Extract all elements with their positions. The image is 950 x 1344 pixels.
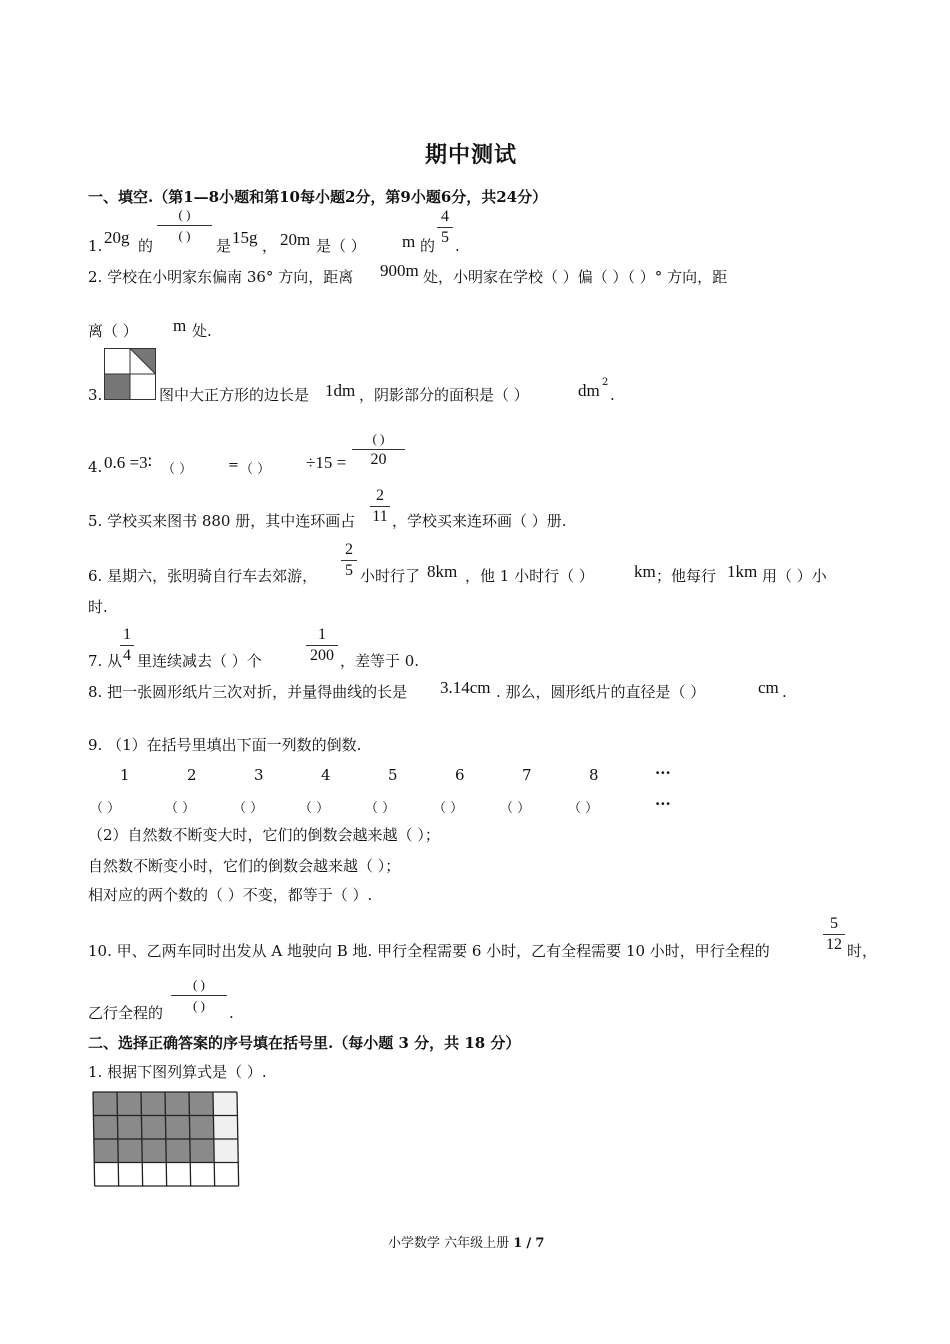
q6-frac-den: 5: [345, 562, 353, 579]
q6-line2: 时.: [88, 598, 108, 616]
q9-number: 1: [120, 766, 130, 784]
q9-number: 2: [187, 766, 197, 784]
q10-fraction: [823, 915, 845, 954]
q9-answer-paren: （ ）: [433, 801, 464, 816]
q1-de: 的: [138, 237, 154, 255]
q8-text-b: . 那么，圆形纸片的直径是（ ）: [496, 683, 706, 701]
q10-frac-num: 5: [823, 915, 845, 935]
q1-end: .: [455, 237, 460, 255]
q6-text-a: 6. 星期六，张明骑自行车去郊游，: [88, 567, 318, 585]
q4-frac-num: ( ): [352, 430, 405, 450]
q4-expr-a: 0.6 =3∶: [104, 453, 153, 472]
q3-square-figure: [104, 348, 156, 400]
q3-unit: dm: [578, 381, 600, 400]
q1-m: m: [402, 232, 416, 251]
q4-fraction: [352, 430, 405, 469]
q9-answer-paren: （ ）: [165, 801, 196, 816]
q6-text-e: 用（ ）小: [762, 567, 827, 585]
q9-answer-paren: （ ）: [568, 801, 599, 816]
q7-frac-den: 4: [123, 647, 131, 664]
q3-side: 1dm: [325, 381, 356, 400]
q9-sub3: 自然数不断变小时，它们的倒数会越来越（ ）；: [88, 857, 401, 875]
q2-line2-a: 离（ ）: [88, 322, 138, 340]
q9-sub4: 相对应的两个数的（ ）不变，都等于（ ）.: [88, 886, 373, 904]
q9-answer-paren: （ ）: [299, 801, 330, 816]
q6-fraction: [341, 541, 357, 580]
q9-number: 7: [522, 766, 532, 784]
q8-len: 3.14cm: [440, 678, 491, 697]
q4-p2: （ ）: [240, 462, 271, 477]
q6-text-b: 小时行了: [360, 567, 421, 585]
section1-header: 一、填空.（第1—8小题和第10每小题2分，第9小题6分，共24分）: [88, 188, 548, 206]
q6-d: 8km: [427, 562, 458, 581]
q6-frac-num: 2: [341, 541, 357, 561]
q1-shi: 是: [216, 237, 232, 255]
footer-sep: /: [526, 1236, 532, 1251]
footer-total: 7: [535, 1236, 545, 1251]
q1-de2: 的: [420, 237, 436, 255]
q3-sup: 2: [602, 377, 609, 388]
q9-dots: ···: [655, 795, 671, 813]
q10-text-b: 时，: [847, 942, 878, 960]
q4-num: 4.: [88, 458, 103, 476]
q1-b: 15g: [232, 228, 258, 247]
q9-number: 4: [321, 766, 331, 784]
q7-frac2-num: 1: [306, 626, 338, 646]
q9-sub2: （2）自然数不断变大时，它们的倒数会越来越（ ）；: [88, 826, 440, 844]
page-title: 期中测试: [425, 142, 518, 168]
q9-sub1: 9. （1）在括号里填出下面一列数的倒数.: [88, 736, 362, 754]
q10-end: .: [229, 1004, 234, 1022]
q2-m: m: [173, 316, 187, 335]
q1-fraction2: [437, 208, 453, 247]
q7-text-a: 里连续减去（ ）个: [137, 652, 262, 670]
q1-shi2: 是（ ）: [316, 237, 366, 255]
q1-a: 20g: [104, 228, 130, 247]
s2-q1: 1. 根据下图列算式是（ ）.: [88, 1063, 267, 1081]
q5-frac-den: 11: [372, 508, 388, 525]
q9-answer-paren: （ ）: [365, 801, 396, 816]
q7-frac-num: 1: [120, 626, 134, 646]
q7-fraction2: [306, 626, 338, 665]
q1-c: 20m: [280, 230, 311, 249]
footer: [388, 1232, 544, 1251]
section2-header: 二、选择正确答案的序号填在括号里.（每小题 3 分，共 18 分）: [88, 1034, 521, 1052]
q10-frac2-num: ( ): [171, 976, 227, 996]
q9-answer-paren: （ ）: [233, 801, 264, 816]
q7-num: 7. 从: [88, 652, 123, 670]
q5-text-a: 5. 学校买来图书 880 册，其中连环画占: [88, 512, 356, 530]
q10-frac-den: 12: [826, 936, 842, 953]
q1-frac2-den: 5: [441, 229, 449, 246]
q1-num: 1.: [88, 237, 103, 255]
q1-frac2-num: 4: [437, 208, 453, 228]
q4-frac-den: 20: [370, 451, 387, 468]
grid-figure: [90, 1090, 240, 1192]
q7-text-b: ，差等于 0.: [340, 652, 420, 670]
q2-line1-b: 处，小明家在学校（ ）偏（ ）（ ）° 方向，距: [423, 268, 728, 286]
q3-end: .: [610, 386, 615, 404]
q5-text-b: ，学校买来连环画（ ）册.: [392, 512, 567, 530]
q10-frac2-den: ( ): [193, 998, 205, 1013]
q9-number: 8: [589, 766, 599, 784]
q9-answer-paren: （ ）: [500, 801, 531, 816]
footer-page: 1: [513, 1236, 523, 1251]
q1-fraction: [157, 206, 212, 245]
q4-p1: （ ）: [162, 462, 193, 477]
q10-line2: 乙行全程的: [88, 1004, 164, 1022]
q10-fraction2: [171, 976, 227, 1015]
q2-line2-b: 处.: [192, 322, 212, 340]
q8-end: .: [782, 683, 787, 701]
q7-fraction: [120, 626, 134, 665]
q5-fraction: [370, 487, 390, 526]
q3-text-b: ，阴影部分的面积是（ ）: [359, 386, 529, 404]
q9-number: 5: [388, 766, 398, 784]
q6-per: 1km: [727, 562, 758, 581]
footer-text: 小学数学 六年级上册: [388, 1236, 510, 1251]
q9-answer-paren: （ ）: [90, 801, 121, 816]
q1-comma: ，: [262, 237, 278, 255]
q9-number: 3: [254, 766, 264, 784]
q3-num: 3.: [88, 386, 103, 404]
q1-frac-num: ( ): [157, 206, 212, 226]
q4-eq: =: [228, 458, 239, 473]
q5-frac-num: 2: [370, 487, 390, 507]
q2-dist: 900m: [380, 261, 419, 280]
q8-unit: cm: [758, 678, 779, 697]
q7-frac2-den: 200: [310, 647, 334, 664]
q2-line1-a: 2. 学校在小明家东偏南 36° 方向，距离: [88, 268, 354, 286]
q9-number: ···: [655, 764, 671, 782]
q4-expr-b: ÷15 =: [306, 453, 347, 472]
q6-km: km: [634, 562, 656, 581]
q3-text-a: 图中大正方形的边长是: [159, 386, 310, 404]
q1-frac-den: ( ): [178, 228, 191, 243]
q9-number: 6: [455, 766, 465, 784]
q10-text-a: 10. 甲、乙两车同时出发从 A 地驶向 B 地. 甲行全程需要 6 小时，乙有全程需要 10 小时，甲行全程的: [88, 942, 770, 960]
q6-text-d: ；他每行: [656, 567, 717, 585]
q8-text-a: 8. 把一张圆形纸片三次对折，并量得曲线的长是: [88, 683, 408, 701]
q6-text-c: ，他 1 小时行（ ）: [465, 567, 594, 585]
